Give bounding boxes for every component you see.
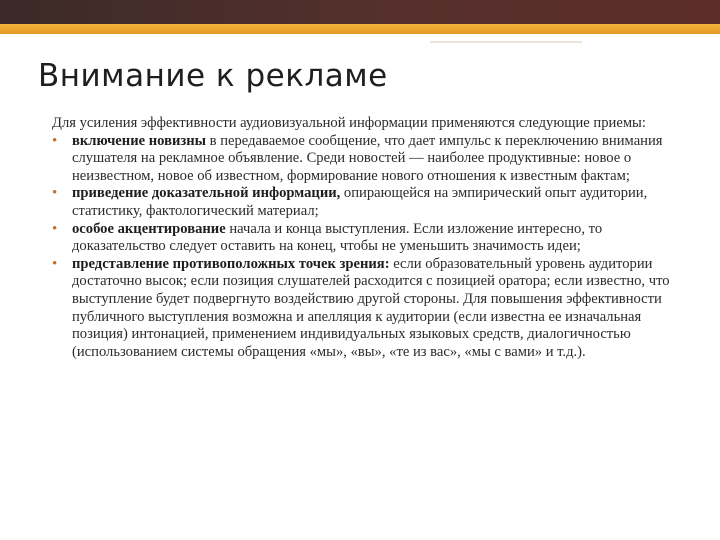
bullet-bold-term: особое акцентирование	[72, 220, 226, 237]
bullet-item-novelty	[52, 133, 692, 186]
bullet-text: начала и конца выступления. Если изложение интересно, то доказательство следует оставить на конец, чтобы не уменьшить значимость идеи;	[72, 220, 603, 255]
slide-title: Внимание к рекламе	[38, 58, 388, 94]
bullet-bold-term: представление противоположных точек зрения:	[72, 255, 390, 272]
bullet-item-accent	[52, 221, 692, 256]
bullet-item-evidence	[52, 185, 692, 220]
bullet-bold-term: приведение доказательной информации,	[72, 185, 341, 202]
bullet-text: если образовательный уровень аудитории достаточно высок; если позиция слушателей расходится с позицией оратора; если известно, что выступление будет подвергнуто воздействию другой стороны. Для повышения эффективности публичного выступления возможна и апелляция к аудитории (если известна ее изначальная позиция) интонацией, применением индивидуальных языковых средств, диалогичностью (использованием системы обращения «мы», «вы», «те из вас», «мы с вами» и т.д.).	[72, 255, 670, 360]
bullet-text: в передаваемое сообщение, что дает импульс к переключению внимания слушателя на рекламное объявление. Среди новостей — наиболее продуктивные: новое о неизвестном, новое об известном, формирование нового отношения к известным фактам;	[72, 132, 663, 184]
bullet-list	[52, 133, 692, 362]
intro-paragraph: Для усиления эффективности аудиовизуальной информации применяются следующие приемы:	[52, 115, 646, 131]
bullet-bold-term: включение новизны	[72, 132, 207, 149]
slide-body	[52, 115, 692, 361]
decorative-rule	[430, 41, 582, 43]
header-dark-bar	[0, 0, 720, 24]
bullet-item-opposing-views	[52, 256, 692, 362]
bullet-text: опирающейся на эмпирический опыт аудитории, статистику, фактологический материал;	[72, 185, 648, 219]
header-accent-bar	[0, 24, 720, 34]
